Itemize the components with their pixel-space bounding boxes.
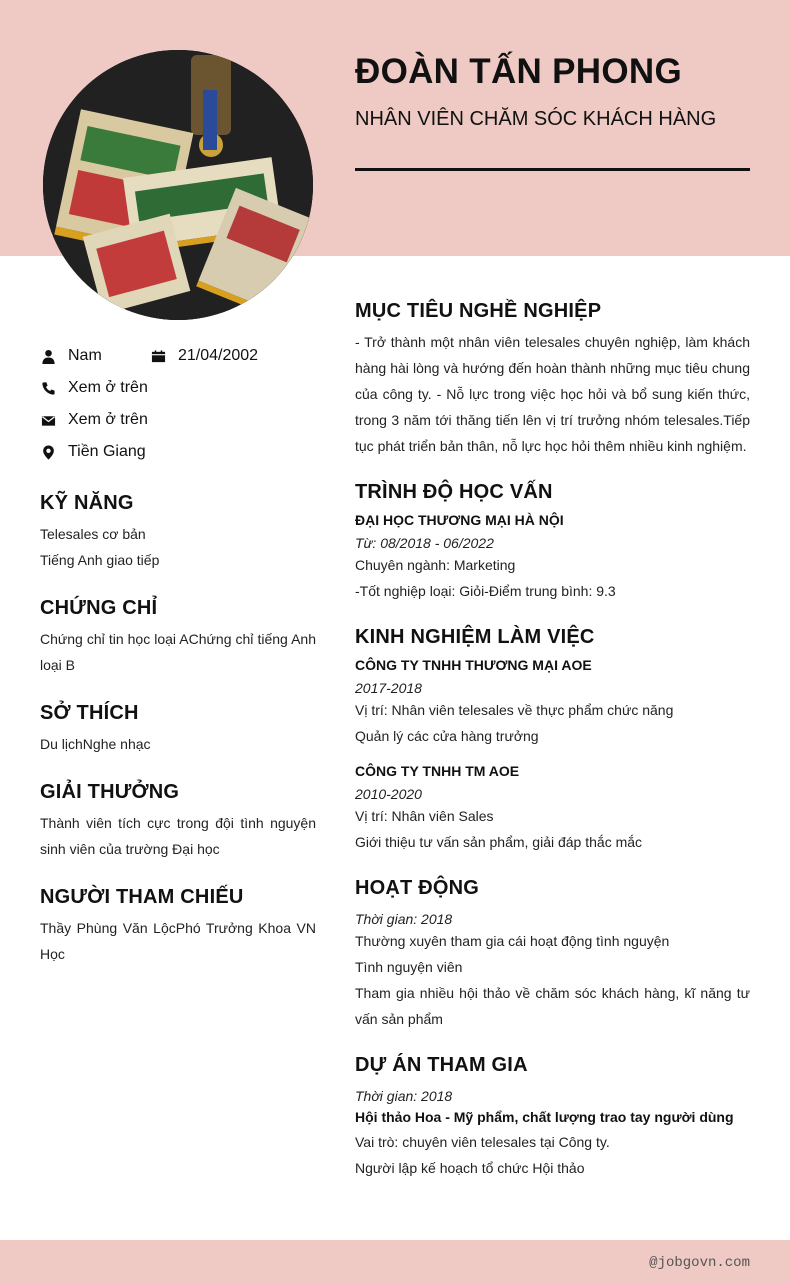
- references-text: Thầy Phùng Văn LộcPhó Trưởng Khoa VN Học: [40, 920, 316, 962]
- objective-section: [355, 300, 750, 459]
- skills-heading: KỸ NĂNG: [40, 492, 134, 514]
- projects-heading: DỰ ÁN THAM GIA: [355, 1054, 528, 1076]
- school-name: ĐẠI HỌC THƯƠNG MẠI HÀ NỘI: [355, 512, 564, 528]
- candidate-name: ĐOÀN TẤN PHONG: [355, 52, 682, 91]
- job-period: 2010-2020: [355, 786, 422, 802]
- job-line: Vị trí: Nhân viên Sales: [355, 808, 494, 824]
- envelope-icon: [40, 412, 56, 428]
- footer-watermark: @jobgovn.com: [649, 1255, 750, 1271]
- info-row-gender-dob: [40, 340, 316, 372]
- certificates-text: Chứng chỉ tin học loại AChứng chỉ tiếng Anh loại B: [40, 631, 316, 673]
- hobbies-heading: SỞ THÍCH: [40, 702, 139, 724]
- email-text: Xem ở trên: [68, 411, 148, 428]
- person-icon: [40, 348, 56, 364]
- project-line: Vai trò: chuyên viên telesales tại Công ty.: [355, 1134, 610, 1150]
- header-divider: [355, 168, 750, 171]
- objective-heading: MỤC TIÊU NGHỀ NGHIỆP: [355, 300, 602, 322]
- job-line: Giới thiệu tư vấn sản phẩm, giải đáp thắc mắc: [355, 834, 643, 850]
- personal-info: [40, 340, 316, 468]
- phone-text: Xem ở trên: [68, 379, 148, 396]
- experience-section: [355, 626, 750, 855]
- references-heading: NGƯỜI THAM CHIẾU: [40, 886, 244, 908]
- left-column: [40, 340, 316, 967]
- activity-line: Tham gia nhiều hội thảo về chăm sóc khách hàng, kĩ năng tư vấn sản phẩm: [355, 985, 750, 1027]
- activities-heading: HOẠT ĐỘNG: [355, 877, 480, 899]
- activity-line: Tình nguyện viên: [355, 959, 463, 975]
- experience-heading: KINH NGHIỆM LÀM VIỆC: [355, 626, 595, 648]
- education-grade: -Tốt nghiệp loại: Giỏi-Điểm trung bình: 9.3: [355, 583, 616, 599]
- awards-heading: GIẢI THƯỞNG: [40, 781, 180, 803]
- right-column: [355, 300, 750, 1203]
- projects-section: [355, 1054, 750, 1181]
- calendar-icon: [150, 348, 166, 364]
- awards-text: Thành viên tích cực trong đội tình nguyện sinh viên của trường Đại học: [40, 815, 316, 857]
- hobbies-text: Du lịchNghe nhạc: [40, 736, 151, 752]
- education-heading: TRÌNH ĐỘ HỌC VẤN: [355, 481, 553, 503]
- dob-item: [150, 347, 258, 365]
- project-line: Người lập kế hoạch tổ chức Hội thảo: [355, 1160, 585, 1176]
- info-row-phone: [40, 372, 316, 404]
- job-period: 2017-2018: [355, 680, 422, 696]
- skill-item: Tiếng Anh giao tiếp: [40, 552, 160, 568]
- education-section: [355, 481, 750, 604]
- job-title: NHÂN VIÊN CHĂM SÓC KHÁCH HÀNG: [355, 108, 717, 130]
- job-line: Quản lý các cửa hàng trưởng: [355, 728, 539, 744]
- activities-section: [355, 877, 750, 1032]
- project-name: Hội thảo Hoa - Mỹ phẩm, chất lượng trao tay người dùng: [355, 1109, 734, 1125]
- location-pin-icon: [40, 444, 56, 460]
- skill-item: Telesales cơ bản: [40, 526, 146, 542]
- company-name: CÔNG TY TNHH TM AOE: [355, 763, 520, 779]
- job-line: Vị trí: Nhân viên telesales về thực phẩm chức năng: [355, 702, 674, 718]
- job-entry: [355, 761, 750, 855]
- gender-item: [40, 347, 150, 365]
- activity-line: Thường xuyên tham gia cái hoạt động tình nguyện: [355, 933, 670, 949]
- info-row-email: [40, 404, 316, 436]
- certificates-heading: CHỨNG CHỈ: [40, 597, 158, 619]
- activities-period: Thời gian: 2018: [355, 911, 453, 927]
- phone-icon: [40, 380, 56, 396]
- avatar: [43, 50, 313, 320]
- objective-text: - Trở thành một nhân viên telesales chuyên nghiệp, làm khách hàng hài lòng và hướng đến hoàn thành những mục tiêu chung của công ty. - Nỗ lực trong việc học hỏi và bổ sung kiến thức, trong 3 năm tới thăng tiến lên vị trí trưởng nhóm telesales.Tiếp tục phát triển bản thân, nỗ lực học hỏi thêm nhiều kinh nghiệm.: [355, 334, 750, 454]
- dob-text: 21/04/2002: [178, 347, 259, 364]
- job-entry: [355, 655, 750, 749]
- info-row-location: [40, 436, 316, 468]
- education-period: Từ: 08/2018 - 06/2022: [355, 535, 494, 551]
- project-period: Thời gian: 2018: [355, 1088, 453, 1104]
- education-major: Chuyên ngành: Marketing: [355, 557, 516, 573]
- gender-text: Nam: [68, 347, 102, 364]
- location-text: Tiền Giang: [68, 443, 146, 460]
- company-name: CÔNG TY TNHH THƯƠNG MẠI AOE: [355, 657, 592, 673]
